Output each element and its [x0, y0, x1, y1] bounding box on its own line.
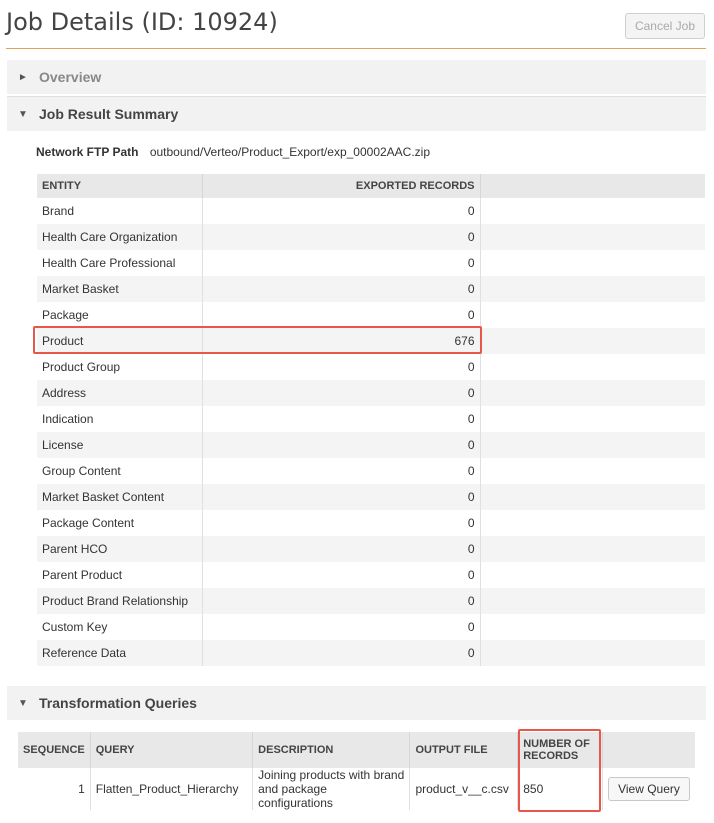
- exported-records-cell: 0: [202, 484, 480, 510]
- table-row: [37, 458, 705, 484]
- entity-name-cell: Package Content: [37, 510, 202, 536]
- triangle-right-icon: ►: [18, 71, 28, 83]
- query-name-cell: Flatten_Product_Hierarchy: [90, 768, 252, 810]
- exported-records-cell: 0: [202, 536, 480, 562]
- cancel-job-button[interactable]: Cancel Job: [625, 13, 705, 39]
- number-of-records-cell: 850: [518, 768, 603, 810]
- spacer-cell: [480, 484, 705, 510]
- spacer-cell: [480, 302, 705, 328]
- entity-name-cell: Health Care Organization: [37, 224, 202, 250]
- transformation-queries-header-row: [18, 732, 695, 768]
- exported-records-cell: 0: [202, 562, 480, 588]
- spacer-column-header: [480, 174, 705, 198]
- entity-name-cell: Health Care Professional: [37, 250, 202, 276]
- table-row: [37, 224, 705, 250]
- spacer-cell: [480, 224, 705, 250]
- exported-records-cell: 0: [202, 380, 480, 406]
- number-of-records-column-header: NUMBER OF RECORDS: [518, 732, 603, 768]
- spacer-cell: [480, 562, 705, 588]
- table-row: [37, 302, 705, 328]
- exported-records-cell: 0: [202, 614, 480, 640]
- exported-records-column-header[interactable]: EXPORTED RECORDS: [202, 174, 480, 198]
- spacer-cell: [480, 380, 705, 406]
- entity-name-cell: Group Content: [37, 458, 202, 484]
- overview-section-header[interactable]: [7, 60, 706, 94]
- spacer-cell: [480, 510, 705, 536]
- entity-name-cell: Market Basket Content: [37, 484, 202, 510]
- exported-records-cell: 0: [202, 198, 480, 224]
- description-cell: Joining products with brand and package configurations: [253, 768, 410, 810]
- title-divider: [6, 48, 706, 49]
- spacer-cell: [480, 406, 705, 432]
- spacer-cell: [480, 250, 705, 276]
- entity-name-cell: Brand: [37, 198, 202, 224]
- table-row: [37, 510, 705, 536]
- exported-records-body: [37, 198, 705, 666]
- description-column-header: DESCRIPTION: [253, 732, 410, 768]
- exported-records-cell: 0: [202, 640, 480, 666]
- ftp-path-value: outbound/Verteo/Product_Export/exp_00002AAC.zip: [149, 145, 431, 159]
- spacer-cell: [480, 536, 705, 562]
- table-row: [37, 484, 705, 510]
- entity-name-cell: Market Basket: [37, 276, 202, 302]
- spacer-cell: [480, 198, 705, 224]
- entity-name-cell: Address: [37, 380, 202, 406]
- table-row: [37, 406, 705, 432]
- exported-records-cell: 0: [202, 250, 480, 276]
- entity-name-cell: Reference Data: [37, 640, 202, 666]
- table-row: [37, 536, 705, 562]
- table-row: [37, 614, 705, 640]
- entity-name-cell: Product Group: [37, 354, 202, 380]
- exported-records-cell: 0: [202, 510, 480, 536]
- entity-column-header[interactable]: ENTITY: [37, 174, 202, 198]
- table-row: [37, 328, 705, 354]
- output-file-cell: product_v__c.csv: [410, 768, 518, 810]
- table-row: [37, 276, 705, 302]
- entity-name-cell: License: [37, 432, 202, 458]
- exported-records-cell: 0: [202, 432, 480, 458]
- exported-records-cell: 0: [202, 276, 480, 302]
- transformation-queries-body: [18, 768, 695, 810]
- exported-records-table: [37, 174, 705, 666]
- page-title: Job Details (ID: 10924): [6, 8, 278, 36]
- table-row: [37, 250, 705, 276]
- table-row: [37, 588, 705, 614]
- job-result-summary-section-label: Job Result Summary: [39, 106, 179, 122]
- exported-records-header-row: [37, 174, 705, 198]
- overview-section-label: Overview: [39, 69, 102, 85]
- ftp-path-row: [36, 145, 430, 159]
- job-result-summary-section-header[interactable]: [7, 96, 706, 131]
- query-column-header: QUERY: [90, 732, 252, 768]
- sequence-column-header: SEQUENCE: [18, 732, 90, 768]
- exported-records-cell: 0: [202, 302, 480, 328]
- exported-records-cell: 0: [202, 588, 480, 614]
- action-cell: [602, 768, 695, 810]
- ftp-path-label: Network FTP Path: [36, 145, 139, 159]
- entity-name-cell: Parent HCO: [37, 536, 202, 562]
- triangle-down-icon: ▼: [18, 697, 28, 709]
- transformation-queries-section-header[interactable]: [7, 686, 706, 720]
- table-row: [37, 198, 705, 224]
- exported-records-cell: 676: [202, 328, 480, 354]
- spacer-cell: [480, 328, 705, 354]
- view-query-button[interactable]: View Query: [608, 777, 690, 801]
- table-row: [37, 380, 705, 406]
- exported-records-cell: 0: [202, 224, 480, 250]
- table-row: [37, 640, 705, 666]
- table-row: [37, 354, 705, 380]
- table-row: [18, 768, 695, 810]
- entity-name-cell: Product: [37, 328, 202, 354]
- output-file-column-header: OUTPUT FILE: [410, 732, 518, 768]
- entity-name-cell: Product Brand Relationship: [37, 588, 202, 614]
- entity-name-cell: Parent Product: [37, 562, 202, 588]
- transformation-queries-section-label: Transformation Queries: [39, 695, 197, 711]
- table-row: [37, 562, 705, 588]
- triangle-down-icon: ▼: [18, 108, 28, 120]
- spacer-cell: [480, 588, 705, 614]
- action-column-header: [602, 732, 695, 768]
- entity-name-cell: Custom Key: [37, 614, 202, 640]
- entity-name-cell: Package: [37, 302, 202, 328]
- table-row: [37, 432, 705, 458]
- transformation-queries-table: [18, 732, 695, 810]
- sequence-cell: 1: [18, 768, 90, 810]
- spacer-cell: [480, 614, 705, 640]
- spacer-cell: [480, 458, 705, 484]
- exported-records-cell: 0: [202, 406, 480, 432]
- exported-records-cell: 0: [202, 354, 480, 380]
- exported-records-cell: 0: [202, 458, 480, 484]
- spacer-cell: [480, 432, 705, 458]
- spacer-cell: [480, 640, 705, 666]
- entity-name-cell: Indication: [37, 406, 202, 432]
- spacer-cell: [480, 354, 705, 380]
- spacer-cell: [480, 276, 705, 302]
